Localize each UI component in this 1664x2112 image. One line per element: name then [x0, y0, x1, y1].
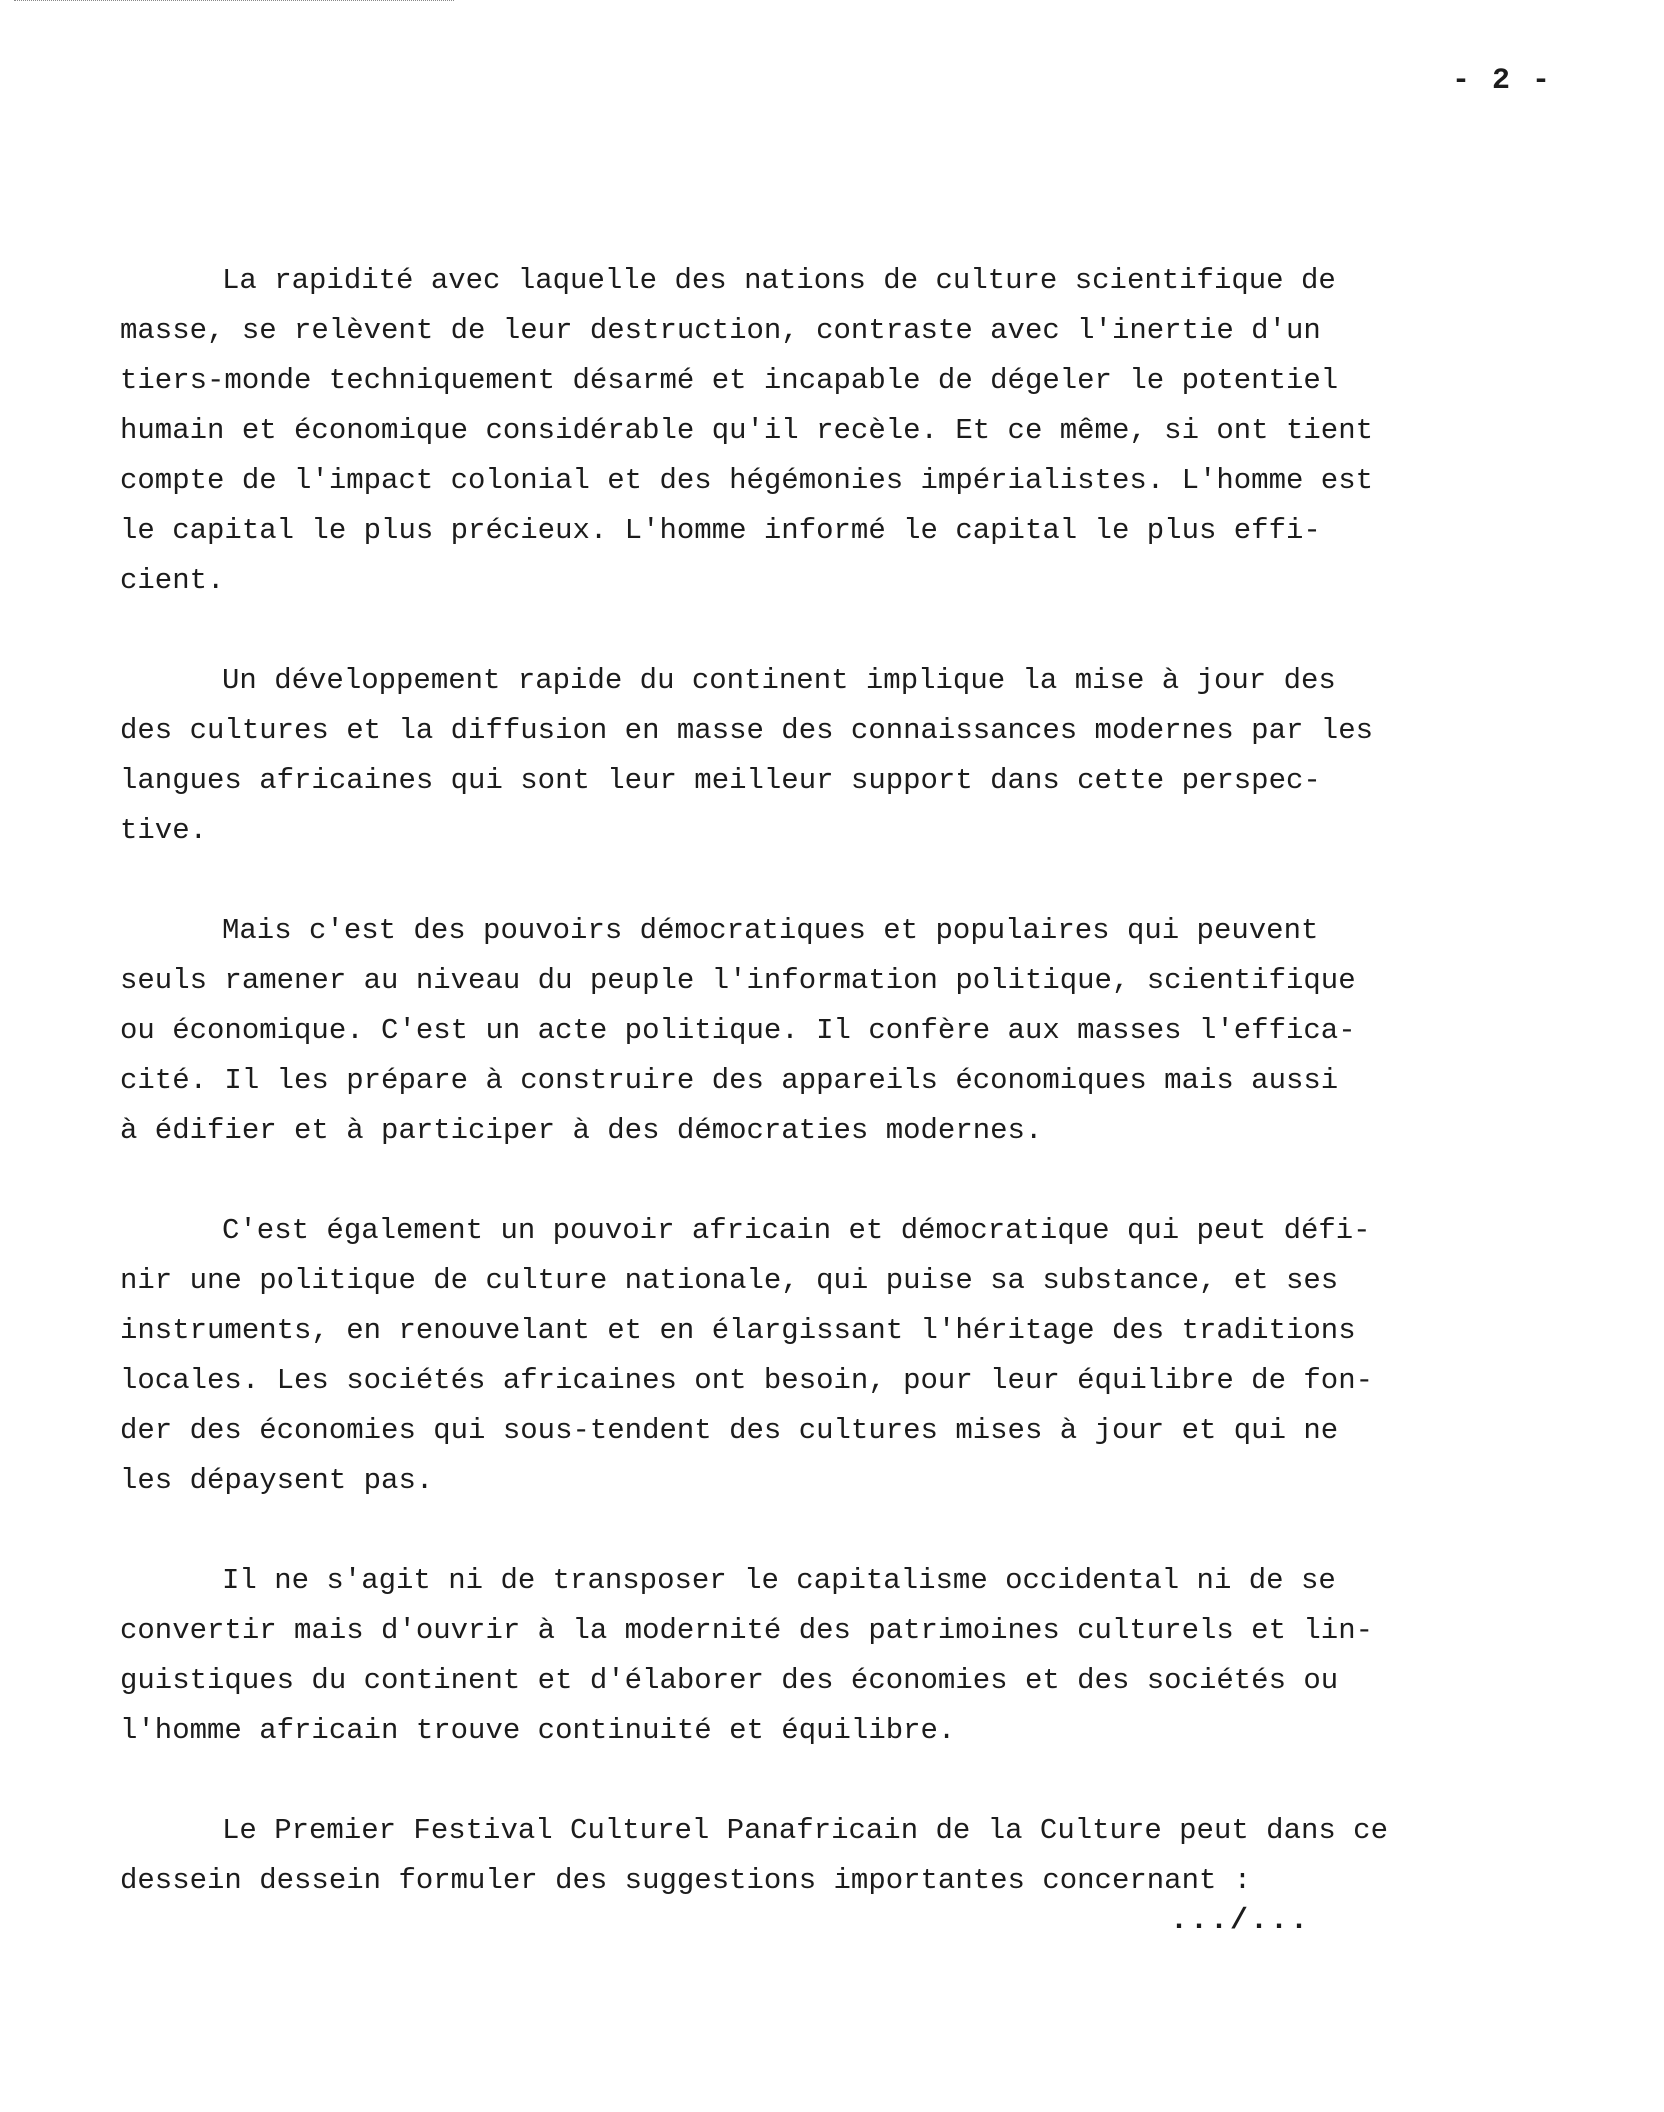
paragraph-5	[120, 1556, 1560, 1756]
text-line: La rapidité avec laquelle des nations de culture scientifique de	[222, 264, 1336, 297]
text-line: cient.	[120, 564, 225, 597]
text-line: Un développement rapide du continent implique la mise à jour des	[222, 664, 1336, 697]
text-line: Mais c'est des pouvoirs démocratiques et populaires qui peuvent	[222, 914, 1319, 947]
text-line: des cultures et la diffusion en masse des connaissances modernes par les	[120, 714, 1374, 747]
text-line: convertir mais d'ouvrir à la modernité des patrimoines culturels et lin-	[120, 1614, 1374, 1647]
text-line: les dépaysent pas.	[120, 1464, 434, 1497]
text-line: l'homme africain trouve continuité et équilibre.	[120, 1714, 956, 1747]
text-line: masse, se relèvent de leur destruction, contraste avec l'inertie d'un	[120, 314, 1321, 347]
text-line: der des économies qui sous-tendent des cultures mises à jour et qui ne	[120, 1414, 1339, 1447]
paragraph-6	[120, 1806, 1560, 1906]
text-line: seuls ramener au niveau du peuple l'information politique, scientifique	[120, 964, 1356, 997]
continuation-mark: .../...	[1170, 1904, 1311, 1938]
text-line: Il ne s'agit ni de transposer le capitalisme occidental ni de se	[222, 1564, 1336, 1597]
text-line: Le Premier Festival Culturel Panafricain de la Culture peut dans ce	[222, 1814, 1388, 1847]
text-line: tiers-monde techniquement désarmé et incapable de dégeler le potentiel	[120, 364, 1339, 397]
text-line: à édifier et à participer à des démocraties modernes.	[120, 1114, 1043, 1147]
text-line: dessein dessein formuler des suggestions importantes concernant :	[120, 1864, 1252, 1897]
text-line: guistiques du continent et d'élaborer des économies et des sociétés ou	[120, 1664, 1339, 1697]
scan-edge-mark	[14, 0, 454, 4]
paragraph-4	[120, 1206, 1560, 1506]
paragraph-2	[120, 656, 1560, 856]
text-line: tive.	[120, 814, 208, 847]
text-line: locales. Les sociétés africaines ont besoin, pour leur équilibre de fon-	[120, 1364, 1374, 1397]
text-line: C'est également un pouvoir africain et démocratique qui peut défi-	[222, 1214, 1371, 1247]
text-line: compte de l'impact colonial et des hégémonies impérialistes. L'homme est	[120, 464, 1374, 497]
paragraph-1	[120, 256, 1560, 606]
paragraph-3	[120, 906, 1560, 1156]
text-line: langues africaines qui sont leur meilleur support dans cette perspec-	[120, 764, 1321, 797]
page-number: - 2 -	[1451, 64, 1552, 98]
text-line: instruments, en renouvelant et en élargissant l'héritage des traditions	[120, 1314, 1356, 1347]
document-body	[120, 256, 1560, 1956]
text-line: le capital le plus précieux. L'homme informé le capital le plus effi-	[120, 514, 1321, 547]
text-line: nir une politique de culture nationale, qui puise sa substance, et ses	[120, 1264, 1339, 1297]
text-line: cité. Il les prépare à construire des appareils économiques mais aussi	[120, 1064, 1339, 1097]
text-line: ou économique. C'est un acte politique. Il confère aux masses l'effica-	[120, 1014, 1356, 1047]
text-line: humain et économique considérable qu'il recèle. Et ce même, si ont tient	[120, 414, 1374, 447]
